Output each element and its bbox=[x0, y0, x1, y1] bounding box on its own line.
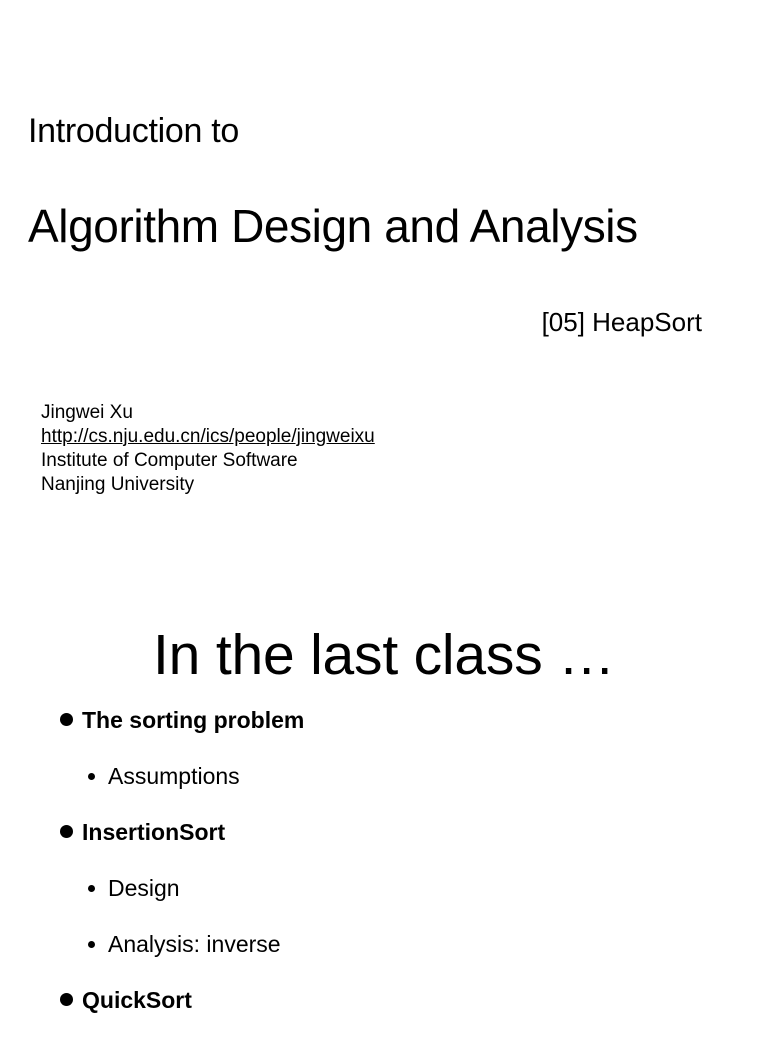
sub-bullet-item bbox=[60, 870, 304, 926]
bullet-dot-icon bbox=[60, 993, 73, 1006]
author-university: Nanjing University bbox=[41, 474, 195, 495]
sub-bullet-text: Design bbox=[108, 875, 180, 901]
intro-heading: Introduction to bbox=[28, 112, 239, 150]
recap-bullet-list bbox=[60, 702, 304, 1038]
lecture-subtitle: [05] HeapSort bbox=[541, 307, 702, 337]
sub-bullet-item bbox=[60, 926, 304, 982]
sub-bullet-dot-icon bbox=[88, 941, 95, 948]
course-title: Algorithm Design and Analysis bbox=[28, 200, 638, 252]
recap-slide bbox=[0, 560, 768, 1024]
bullet-item bbox=[60, 702, 304, 758]
sub-bullet-item bbox=[60, 758, 304, 814]
sub-bullet-text: Assumptions bbox=[108, 763, 240, 789]
bullet-dot-icon bbox=[60, 713, 73, 726]
sub-bullet-text: Analysis: inverse bbox=[108, 931, 281, 957]
sub-bullet-dot-icon bbox=[88, 885, 95, 892]
bullet-item bbox=[60, 982, 304, 1038]
bullet-text: InsertionSort bbox=[82, 819, 226, 845]
sub-bullet-dot-icon bbox=[88, 773, 95, 780]
author-name: Jingwei Xu bbox=[41, 402, 133, 423]
bullet-text: QuickSort bbox=[82, 987, 192, 1013]
bullet-text: The sorting problem bbox=[82, 707, 305, 733]
author-institute: Institute of Computer Software bbox=[41, 450, 298, 471]
author-block bbox=[41, 401, 375, 497]
bullet-item bbox=[60, 814, 304, 870]
bullet-dot-icon bbox=[60, 825, 73, 838]
author-homepage-link[interactable]: http://cs.nju.edu.cn/ics/people/jingweixu bbox=[41, 426, 375, 447]
recap-title: In the last class … bbox=[153, 623, 615, 687]
